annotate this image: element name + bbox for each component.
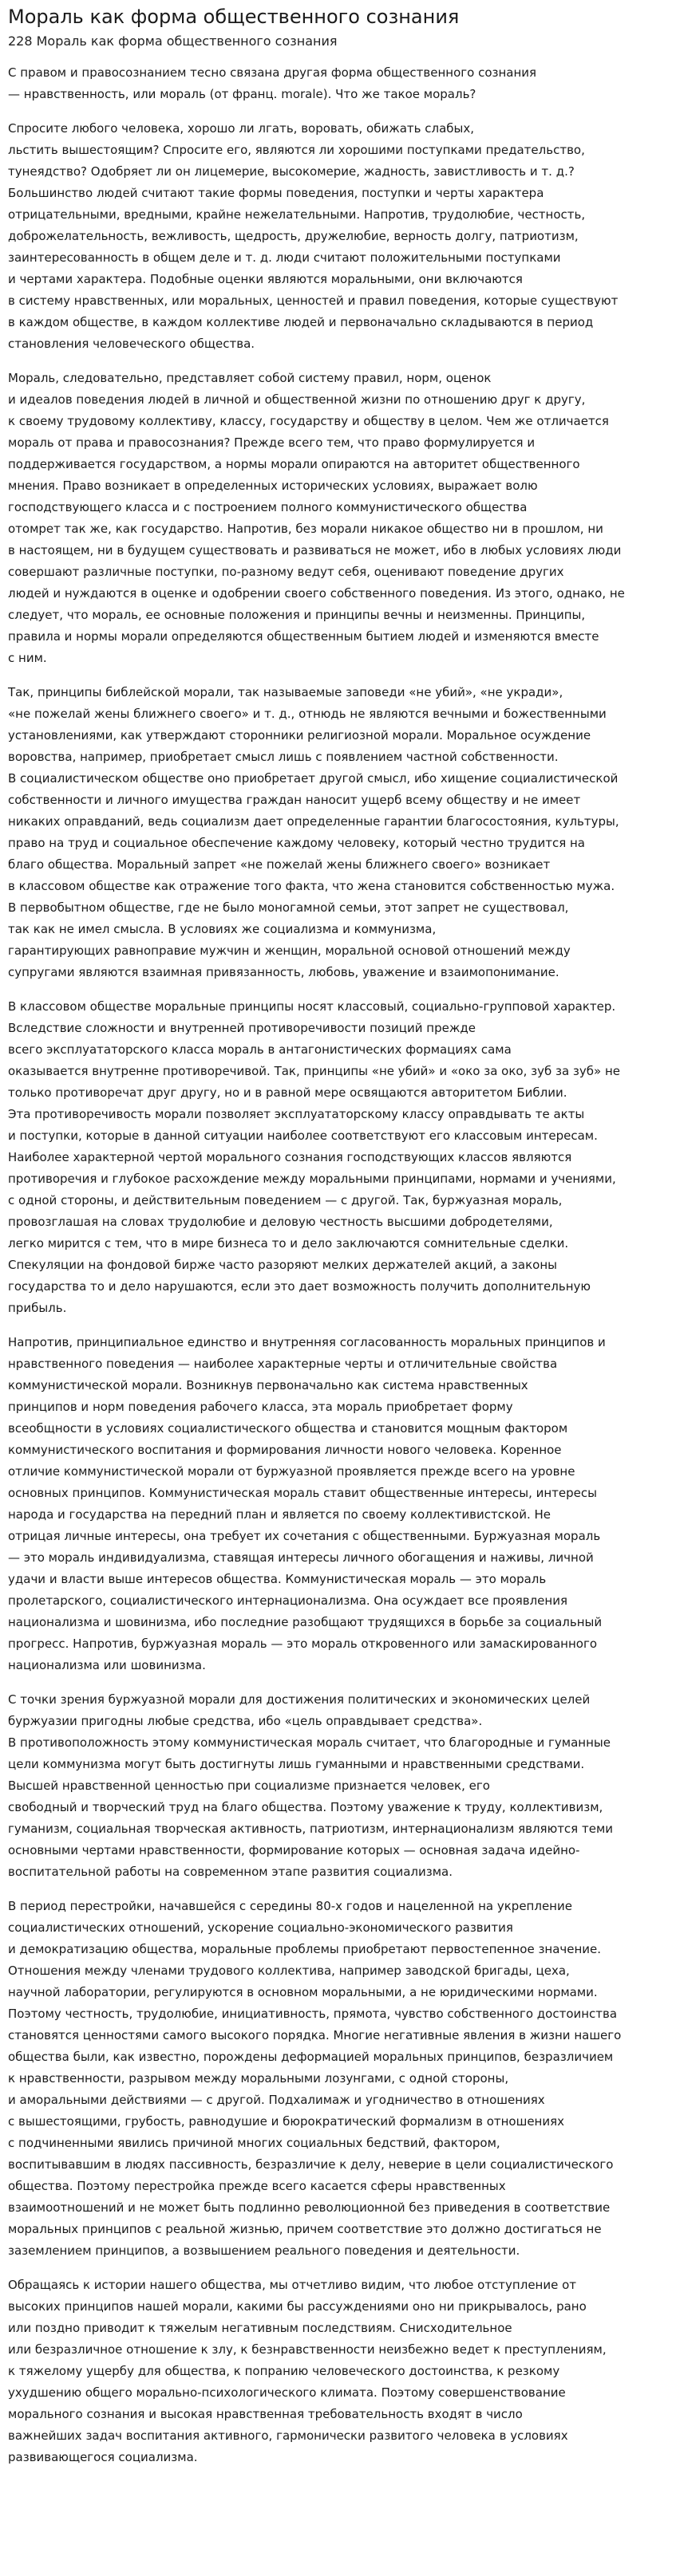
paragraph-ends-and-means: С точки зрения буржуазной морали для достижения политических и экономических целей буржуазии пригодны любые средства, ибо «цель оправдывает средства». В противоположность этому коммунистическая мораль считает, что благородные и гуманные цели коммунизма могут быть достигнуты лишь гуманными и нравственными средствами. Высшей нравственной ценностью при социализме признается человек, его свободный и творческий труд на благо общества. Поэтому уважение к труду, коллективизм, гуманизм, социальная творческая активность, патриотизм, интернационализм являются теми основными чертами нравственности, формирование которых — основная задача идейно- воспитательной работы на современном этапе развития социализма. <box>8 1692 614 1879</box>
paragraph-perestroika: В период перестройки, начавшейся с середины 80-х годов и нацеленной на укрепление социалистических отношений, ускорение социально-экономического развития и демократизацию общества, моральные проблемы приобретают первостепенное значение. Отношения между членами трудового коллектива, например заводской бригады, цеха, научной лаборатории, регулируются в основном моральными, а не юридическими нормами. Поэтому честность, трудолюбие, инициативность, прямота, чувство собственного достоинства становятся ценностями самого высокого порядка. Многие негативные явления в жизни нашего общества были, как известно, порождены деформацией моральных принципов, безразличием к нравственности, разрывом между моральными лозунгами, с одной стороны, и аморальными действиями — с другой. Подхалимаж и угодничество в отношениях с вышестоящими, грубость, равнодушие и бюрократический формализм в отношениях с подчиненными явились причиной многих социальных бедствий, фактором, воспитывавшим в людях пассивность, безразличие к делу, неверие в цели социалистического общества. Поэтому перестройка прежде всего касается сферы нравственных взаимоотношений и не может быть подлинно революционной без приведения в соответствие моральных принципов с реальной жизнью, причем соответствие это должно достигаться не заземлением принципов, а возвышением реального поведения и деятельности. <box>8 1899 622 2258</box>
page-title: Мораль как форма общественного сознания <box>8 6 460 28</box>
paragraph-biblical-morality: Так, принципы библейской морали, так называемые заповеди «не убий», «не укради», «не пожелай жены ближнего своего» и т. д., отнюдь не являются вечными и божественными установлениями, как утверждают сторонники религиозной морали. Моральное осуждение воровства, например, приобретает смысл лишь с появлением частной собственности. В социалистическом обществе оно приобретает другой смысл, ибо хищение социалистической собственности и личного имущества граждан наносит ущерб всему обществу и не имеет никаких оправданий, ведь социализм дает определенные гарантии благосостояния, культуры, право на труд и социальное обеспечение каждому человеку, который честно трудится на благо общества. Моральный запрет «не пожелай жены ближнего своего» возникает в классовом обществе как отражение того факта, что жена становится собственностью мужа. В первобытном обществе, где не было моногамной семьи, этот запрет не существовал, так как не имел смысла. В условиях же социализма и коммунизма, гарантирующих равноправие мужчин и женщин, моральной основой отношений между супругами являются взаимная привязанность, любовь, уважение и взаимопонимание. <box>8 685 619 979</box>
paragraph-history: Обращаясь к истории нашего общества, мы отчетливо видим, что любое отступление от высоких принципов нашей морали, какими бы рассуждениями оно ни прикрывалось, рано или поздно приводит к тяжелым негативным последствиям. Снисходительное или безразличное отношение к злу, к безнравственности неизбежно ведет к преступлениям, к тяжелому ущербу для общества, к попранию человеческого достоинства, к резкому ухудшению общего морально-психологического климата. Поэтому совершенствование морального сознания и высокая нравственная требовательность входят в число важнейших задач воспитания активного, гармонически развитого человека в условиях развивающегося социализма. <box>8 2278 607 2464</box>
paragraph-class-morality: В классовом обществе моральные принципы носят классовый, социально-групповой характер. Вследствие сложности и внутренней противоречивости позиций прежде всего эксплуататорского класса мораль в антагонистических формациях сама оказывается внутренне противоречивой. Так, принципы «не убий» и «око за око, зуб за зуб» не только противоречат друг другу, но и в равной мере освящаются авторитетом Библии. Эта противоречивость морали позволяет эксплуататорскому классу оправдывать те акты и поступки, которые в данной ситуации наиболее соответствуют его классовым интересам. Наиболее характерной чертой морального сознания господствующих классов являются противоречия и глубокое расхождение между моральными принципами, нормами и учениями, с одной стороны, и действительным поведением — с другой. Так, буржуазная мораль, провозглашая на словах трудолюбие и деловую честность высшими добродетелями, легко мирится с тем, что в мире бизнеса то и дело заключаются сомнительные сделки. Спекуляции на фондовой бирже часто разоряют мелких держателей акций, а законы государства то и дело нарушаются, если это дает возможность получить дополнительную прибыль. <box>8 999 620 1315</box>
paragraph-intro: С правом и правосознанием тесно связана другая форма общественного сознания — нравственность, или мораль (от франц. morale). Что же такое мораль? <box>8 65 537 101</box>
paragraph-communist-morality: Напротив, принципиальное единство и внутренняя согласованность моральных принципов и нравственного поведения — наиболее характерные черты и отличительные свойства коммунистической морали. Возникнув первоначально как система нравственных принципов и норм поведения рабочего класса, эта мораль приобретает форму всеобщности в условиях социалистического общества и становится мощным фактором коммунистического воспитания и формирования личности нового человека. Коренное отличие коммунистической морали от буржуазной проявляется прежде всего на уровне основных принципов. Коммунистическая мораль ставит общественные интересы, интересы народа и государства на передний план и является по своему коллективистской. Не отрицая личные интересы, она требует их сочетания с общественными. Буржуазная мораль — это мораль индивидуализма, ставящая интересы личного обогащения и наживы, личной удачи и власти выше интересов общества. Коммунистическая мораль — это мораль пролетарского, социалистического интернационализма. Она осуждает все проявления национализма и шовинизма, ибо последние разобщают трудящихся в борьбе за социальный прогресс. Напротив, буржуазная мораль — это мораль откровенного или замаскированного национализма или шовинизма. <box>8 1335 606 1672</box>
paragraph-moral-questions: Спросите любого человека, хорошо ли лгать, воровать, обижать слабых, льстить вышестоящим? Спросите его, являются ли хорошими поступками предательство, тунеядство? Одобряет ли он лицемерие, высокомерие, жадность, завистливость и т. д.? Большинство людей считают такие формы поведения, поступки и черты характера отрицательными, вредными, крайне нежелательными. Напротив, трудолюбие, честность, доброжелательность, вежливость, щедрость, дружелюбие, верность долгу, патриотизм, заинтересованность в общем деле и т. д. люди считают положительными поступками и чертами характера. Подобные оценки являются моральными, они включаются в систему нравственных, или моральных, ценностей и правил поведения, которые существуют в каждом обществе, в каждом коллективе людей и первоначально складываются в период становления человеческого общества. <box>8 121 619 351</box>
page-subtitle: 228 Мораль как форма общественного сознания <box>8 33 338 49</box>
paragraph-moral-vs-law: Мораль, следовательно, представляет собой систему правил, норм, оценок и идеалов поведения людей в личной и общественной жизни по отношению друг к другу, к своему трудовому коллективу, классу, государству и обществу в целом. Чем же отличается мораль от права и правосознания? Прежде всего тем, что право формулируется и поддерживается государством, а нормы морали опираются на авторитет общественного мнения. Право возникает в определенных исторических условиях, выражает волю господствующего класса и с построением полного коммунистического общества отомрет так же, как государство. Напротив, без морали никакое общество ни в прошлом, ни в настоящем, ни в будущем существовать и развиваться не может, ибо в любых условиях люди совершают различные поступки, по-разному ведут себя, оценивают поведение других людей и нуждаются в оценке и одобрении своего собственного поведения. Из этого, однако, не следует, что мораль, ее основные положения и принципы вечны и неизменны. Принципы, правила и нормы морали определяются общественным бытием людей и изменяются вместе с ним. <box>8 371 625 665</box>
article-body <box>8 62 668 2468</box>
